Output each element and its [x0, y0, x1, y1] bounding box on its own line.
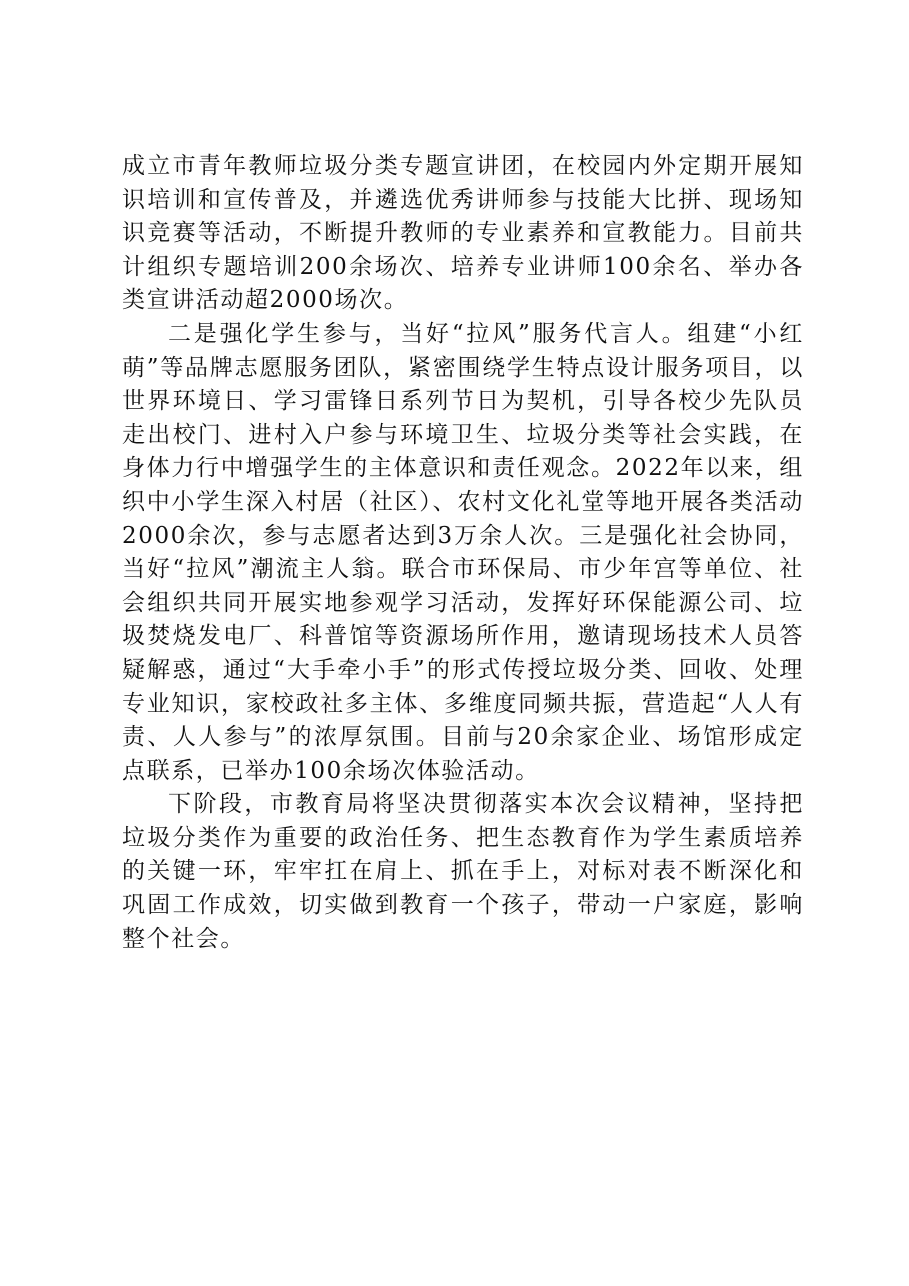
- document-body: [122, 150, 804, 956]
- paragraph-student-and-society: 二是强化学生参与，当好“拉风”服务代言人。组建“小红萌”等品牌志愿服务团队，紧密围绕学生特点设计服务项目，以世界环境日、学习雷锋日系列节日为契机，引导各校少先队员走出校门、进村入户参与环境卫生、垃圾分类等社会实践，在身体力行中增强学生的主体意识和责任观念。2022年以来，组织中小学生深入村居（社区）、农村文化礼堂等地开展各类活动2000余次，参与志愿者达到3万余人次。三是强化社会协同，当好“拉风”潮流主人翁。联合市环保局、市少年宫等单位、社会组织共同开展实地参观学习活动，发挥好环保能源公司、垃圾焚烧发电厂、科普馆等资源场所作用，邀请现场技术人员答疑解惑，通过“大手牵小手”的形式传授垃圾分类、回收、处理专业知识，家校政社多主体、多维度同频共振，营造起“人人有责、人人参与”的浓厚氛围。目前与20余家企业、场馆形成定点联系，已举办100余场次体验活动。: [122, 320, 804, 784]
- paragraph-continuation: 成立市青年教师垃圾分类专题宣讲团，在校园内外定期开展知识培训和宣传普及，并遴选优秀讲师参与技能大比拼、现场知识竞赛等活动，不断提升教师的专业素养和宣教能力。目前共计组织专题培训200余场次、培养专业讲师100余名、举办各类宣讲活动超2000场次。: [122, 153, 804, 314]
- paragraph-next-stage: 下阶段，市教育局将坚决贯彻落实本次会议精神，坚持把垃圾分类作为重要的政治任务、把生态教育作为学生素质培养的关键一环，牢牢扛在肩上、抓在手上，对标对表不断深化和巩固工作成效，切实做到教育一个孩子，带动一户家庭，影响整个社会。: [122, 791, 804, 952]
